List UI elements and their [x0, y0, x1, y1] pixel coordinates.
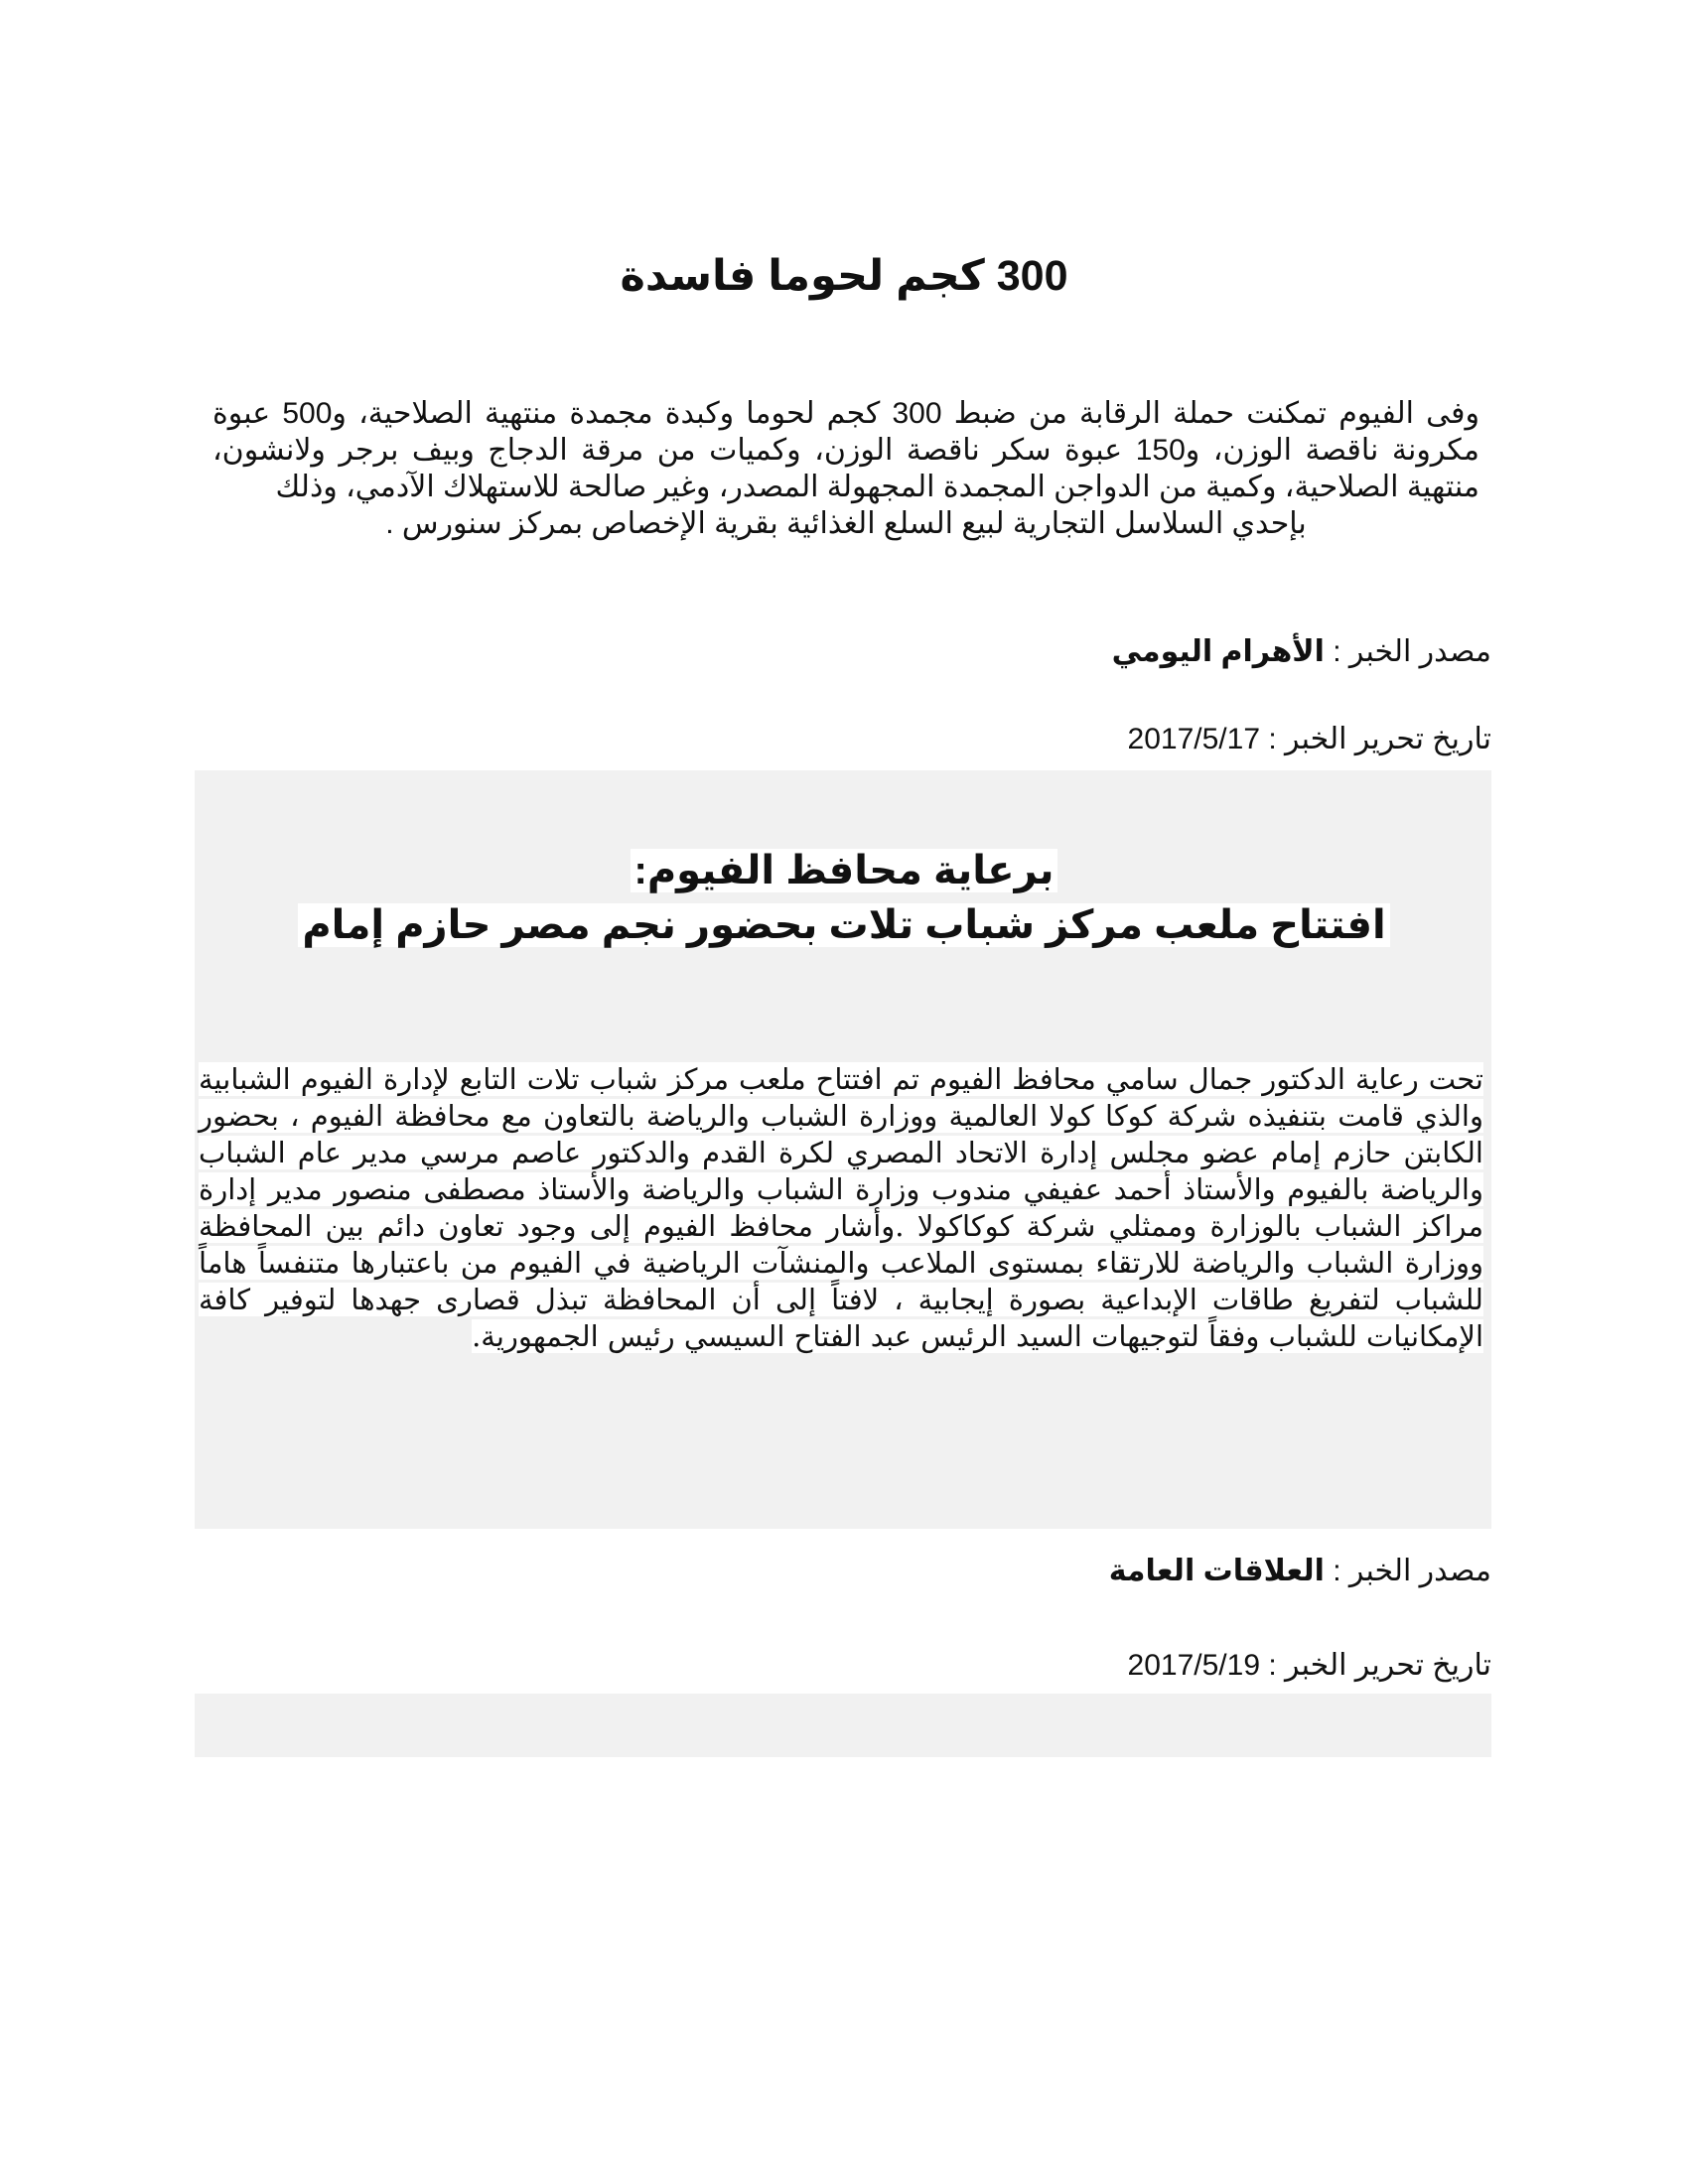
source-label: مصدر الخبر : — [1324, 1555, 1491, 1587]
date-label: تاريخ تحرير الخبر : — [1260, 1649, 1491, 1682]
source-label: مصدر الخبر : — [1324, 635, 1491, 668]
article-2-body — [199, 1061, 1483, 1355]
article-1-title: 300 كجم لحوما فاسدة — [620, 252, 1068, 300]
article-1-source — [399, 632, 1491, 672]
date-value: 2017/5/19 — [1127, 1649, 1261, 1682]
article-1-body-last-line: بإحدي السلاسل التجارية لبيع السلع الغذائية بقرية الإخصاص بمركز سنورس . — [385, 507, 1307, 540]
article-3-shaded-block — [195, 1694, 1491, 1757]
date-label: تاريخ تحرير الخبر : — [1260, 723, 1491, 755]
article-1-body-text: وفى الفيوم تمكنت حملة الرقابة من ضبط 300 كجم لحوما وكبدة مجمدة منتهية الصلاحية، و500 عبوة مكرونة ناقصة الوزن، و150 عبوة سكر ناقصة الوزن، وكميات من مرقة الدجاج وبيف برجر ولانشون، منتهية الصلاحية، وكمية من الدواجن المجمدة المجهولة المصدر، وغير صالحة للاستهلاك الآدمي، وذلك — [212, 397, 1479, 503]
article-1-body — [212, 395, 1479, 542]
article-2-headline-line-2: افتتاح ملعب مركز شباب تلات بحضور نجم مصر حازم إمام — [298, 903, 1389, 947]
article-2-date — [399, 1646, 1491, 1686]
date-value: 2017/5/17 — [1127, 723, 1261, 755]
article-2-headline-line-1: برعاية محافظ الفيوم: — [631, 849, 1058, 892]
article-2-body-text: تحت رعاية الدكتور جمال سامي محافظ الفيوم تم افتتاح ملعب مركز شباب تلات التابع لإدارة الفيوم الشبابية والذي قامت بتنفيذه شركة كوكا كولا العالمية ووزارة الشباب والرياضة بالتعاون مع محافظة الفيوم ، بحضور الكابتن حازم إمام عضو مجلس إدارة الاتحاد المصري لكرة القدم والدكتور عاصم مرسي مدير عام الشباب والرياضة بالفيوم والأستاذ أحمد عفيفي مندوب وزارة الشباب والرياضة والأستاذ مصطفى منصور مدير إدارة مراكز الشباب بالوزارة وممثلي شركة كوكاكولا .وأشار محافظ الفيوم إلى وجود تعاون دائم بين المحافظة ووزارة الشباب والرياضة للارتقاء بمستوى الملاعب والمنشآت الرياضية في الفيوم من باعتبارها متنفساً هاماً للشباب لتفريغ طاقات الإبداعية بصورة إيجابية ، لافتاً إلى أن المحافظة تبذل قصارى جهدها لتوفير كافة الإمكانيات للشباب وفقاً لتوجيهات السيد الرئيس عبد الفتاح السيسي رئيس الجمهورية. — [199, 1062, 1483, 1353]
article-1-date — [399, 720, 1491, 759]
source-name: العلاقات العامة — [1108, 1555, 1325, 1587]
source-name: الأهرام اليومي — [1111, 635, 1325, 668]
article-2-headline — [0, 844, 1688, 953]
article-2-source — [399, 1552, 1491, 1591]
